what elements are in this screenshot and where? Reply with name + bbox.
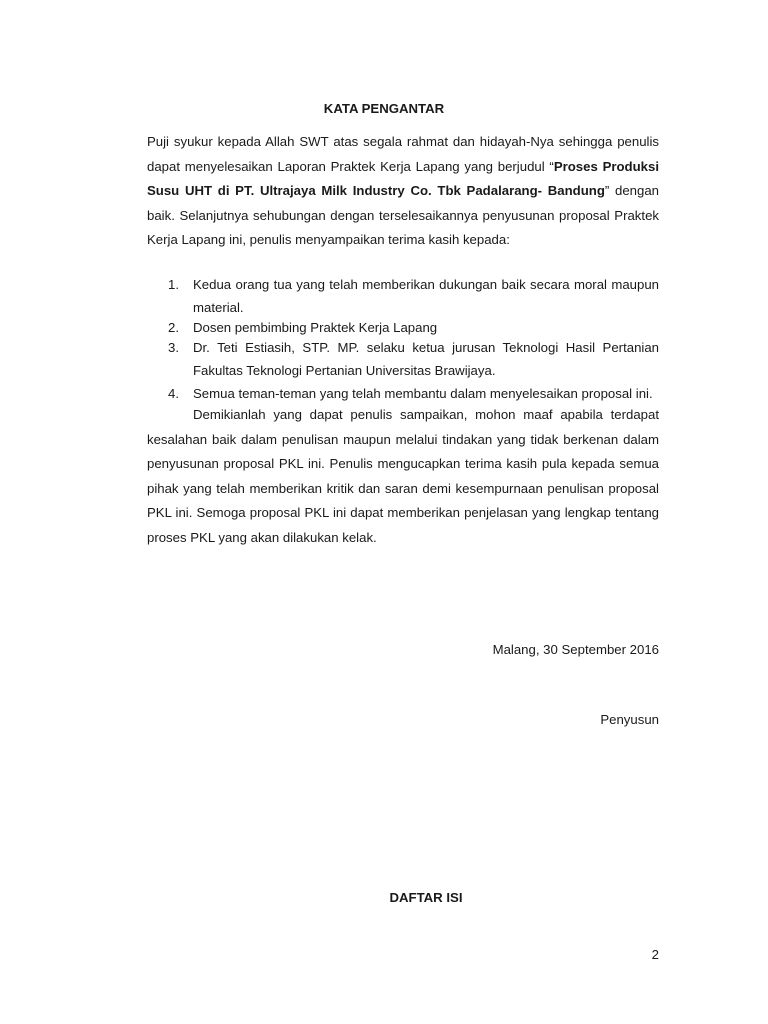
report-title: Proses Produksi Susu UHT di PT. Ultrajaya Milk Industry Co. Tbk Padalarang- Bandung [147, 158, 659, 199]
list-item-text: Semua teman-teman yang telah membantu dalam menyelesaikan proposal ini. [193, 386, 653, 401]
list-item-number: 4. [168, 386, 179, 401]
list-item [147, 382, 659, 405]
intro-paragraph [147, 130, 659, 253]
list-item-number: 2. [168, 320, 179, 335]
place-date: Malang, 30 September 2016 [492, 642, 659, 657]
thanks-list [147, 273, 659, 405]
list-item [147, 336, 659, 382]
list-item-text: Kedua orang tua yang telah memberikan dukungan baik secara moral maupun material. [193, 277, 659, 315]
list-item-text: Dr. Teti Estiasih, STP. MP. selaku ketua jurusan Teknologi Hasil Pertanian Fakultas Teknologi Pertanian Universitas Brawijaya. [193, 340, 659, 378]
signer-label: Penyusun [600, 712, 659, 727]
list-item [147, 273, 659, 319]
list-item-text: Dosen pembimbing Praktek Kerja Lapang [193, 320, 438, 335]
closing-paragraph: Demikianlah yang dapat penulis sampaikan, mohon maaf apabila terdapat kesalahan baik dalam penulisan maupun melalui tindakan yang tidak berkenan dalam penyusunan proposal PKL ini. Penulis mengucapkan terima kasih pula kepada semua pihak yang telah memberikan kritik dan saran demi kesempurnaan penulisan proposal PKL ini. Semoga proposal PKL ini dapat memberikan penjelasan yang lengkap tentang proses PKL yang akan dilakukan kelak. [147, 407, 659, 545]
list-item-number: 3. [168, 340, 179, 355]
intro-lead-text: Puji syukur kepada Allah SWT atas segala rahmat dan hidayah-Nya sehingga penulis dapat menyelesaikan Laporan Praktek Kerja Lapang yang berjudul “ [147, 134, 659, 174]
list-item-number: 1. [168, 277, 179, 292]
list-item [147, 319, 659, 336]
intro-tail-text: ” dengan baik. Selanjutnya sehubungan dengan terselesaikannya penyusunan proposal Praktek Kerja Lapang ini, penulis menyampaikan terima kasih kepada: [147, 183, 659, 248]
page-number: 2 [651, 947, 659, 962]
section-heading-kata-pengantar: KATA PENGANTAR [323, 101, 445, 116]
section-heading-daftar-isi: DAFTAR ISI [389, 890, 463, 905]
